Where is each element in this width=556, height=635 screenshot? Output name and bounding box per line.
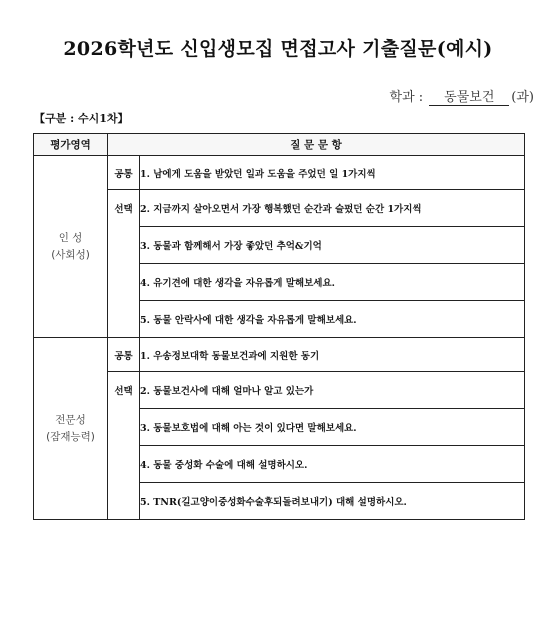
question-text: 3. 동물보호법에 대해 아는 것이 있다면 말해보세요. (140, 409, 525, 446)
interview-questions-table (33, 133, 525, 520)
question-text: 5. 동물 안락사에 대한 생각을 자유롭게 말해보세요. (140, 301, 525, 338)
table-row (34, 338, 525, 372)
department-suffix: (과) (511, 90, 534, 105)
table-row (34, 156, 525, 190)
area-title: 인 성 (58, 231, 83, 244)
question-text: 4. 유기견에 대한 생각을 자유롭게 말해보세요. (140, 264, 525, 301)
select-label: 선택 (108, 190, 140, 338)
table-header-row (34, 134, 525, 156)
department-label: 학과 : (389, 90, 424, 105)
area-cell-expertise (34, 338, 108, 520)
common-label: 공통 (108, 338, 140, 372)
category-label: 【구분 : 수시1차】 (34, 112, 129, 125)
table-row (34, 372, 525, 409)
question-text: 2. 지금까지 살아오면서 가장 행복했던 순간과 슬펐던 순간 1가지씩 (140, 190, 525, 227)
question-text: 5. TNR(길고양이중성화수술후되돌려보내기) 대해 설명하시오. (140, 483, 525, 520)
question-text: 3. 동물과 함께해서 가장 좋았던 추억&기억 (140, 227, 525, 264)
header-questions: 질 문 문 항 (108, 134, 525, 156)
select-label: 선택 (108, 372, 140, 520)
department-field (390, 86, 534, 106)
question-text: 1. 우송정보대학 동물보건과에 지원한 동기 (140, 338, 525, 372)
header-area: 평가영역 (34, 134, 108, 156)
page-title: 2026학년도 신입생모집 면접고사 기출질문(예시) (63, 38, 493, 60)
table-row (34, 190, 525, 227)
question-text: 4. 동물 중성화 수술에 대해 설명하시오. (140, 446, 525, 483)
area-title: 전문성 (55, 413, 86, 426)
common-label: 공통 (108, 156, 140, 190)
question-text: 2. 동물보건사에 대해 얼마나 알고 있는가 (140, 372, 525, 409)
department-value: 동물보건 (429, 86, 509, 106)
area-cell-personality (34, 156, 108, 338)
area-subtitle: (잠재능력) (46, 430, 95, 443)
question-text: 1. 남에게 도움을 받았던 일과 도움을 주었던 일 1가지씩 (140, 156, 525, 190)
area-subtitle: (사회성) (51, 248, 90, 261)
